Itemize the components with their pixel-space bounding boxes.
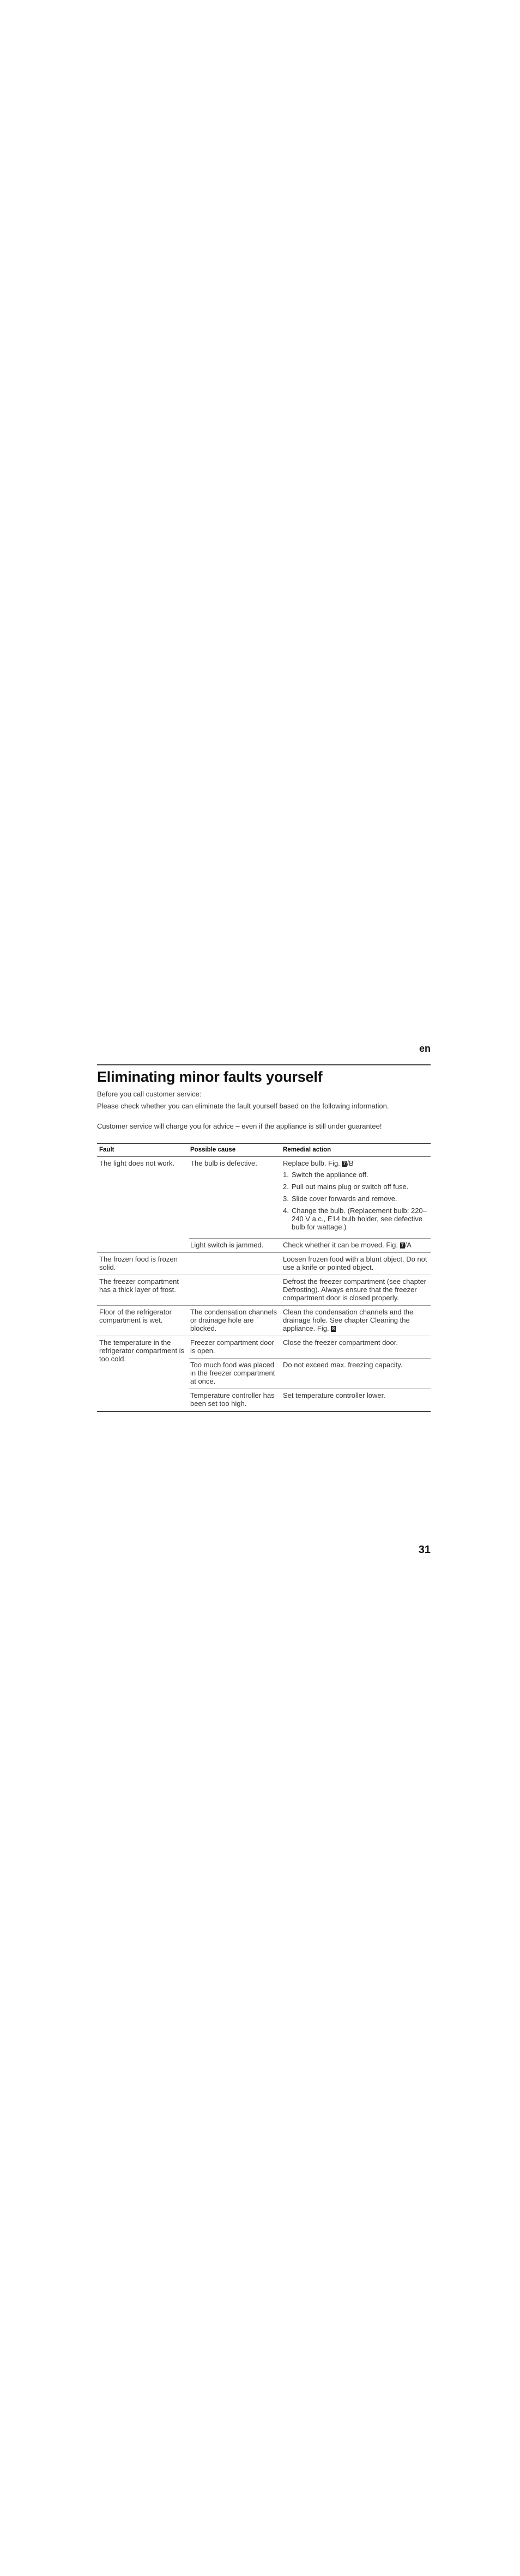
cause-cell [189,1253,282,1275]
fault-cell: Floor of the refrigerator compartment is wet. [99,1308,172,1324]
step-number: 1. [283,1171,289,1179]
cause-remedy-pair [189,1275,431,1305]
intro-paragraph: Before you call customer service: [97,1090,202,1098]
cause-remedy-pair [189,1157,431,1238]
figure-reference-icon: 7 [343,1161,346,1166]
top-rule [97,1064,431,1065]
header-possible-cause: Possible cause [190,1147,236,1153]
fault-cell: The frozen food is frozen solid. [99,1255,178,1271]
page-number: 31 [418,1544,431,1556]
fault-cell: The temperature in the refrigerator compartment is too cold. [99,1338,185,1363]
step-number: 3. [283,1195,289,1203]
remedy-cell [282,1306,431,1336]
step-number: 4. [283,1207,289,1215]
remedy-cell: Close the freezer compartment door. [283,1338,398,1347]
list-item [283,1195,430,1203]
figure-reference-icon: 7 [401,1242,404,1248]
cause-cell: Too much food was placed in the freezer compartment at once. [190,1361,275,1385]
step-text: Switch the appliance off. [292,1171,368,1179]
remedy-text: Clean the condensation channels and the drainage hole. See chapter Cleaning the appliance. Fig. [283,1308,414,1332]
table-row [97,1157,431,1253]
cause-cell [189,1275,282,1305]
step-text: Change the bulb. (Replacement bulb: 220–240 V a.c., E14 bulb holder, see defective bulb for wattage.) [292,1207,427,1231]
figure-subref: /B [347,1159,354,1167]
cause-remedy-pair [189,1238,431,1252]
header-remedial-action: Remedial action [283,1147,331,1153]
cause-cell: The condensation channels or drainage hole are blocked. [190,1308,277,1332]
page-title: Eliminating minor faults yourself [97,1069,323,1085]
fault-table [97,1143,431,1412]
remedy-cell: Loosen frozen food with a blunt object. Do not use a knife or pointed object. [283,1255,427,1271]
intro-paragraph: Please check whether you can eliminate the fault yourself based on the following information. [97,1102,389,1110]
table-row [97,1306,431,1336]
fault-cell: The light does not work. [99,1159,175,1167]
remedy-text: Replace bulb. Fig. [283,1159,340,1167]
remedy-text: Check whether it can be moved. Fig. [283,1241,398,1249]
remedy-cell [282,1239,431,1252]
cause-remedy-pair [189,1306,431,1336]
cause-remedy-pair [189,1336,431,1358]
cause-cell: Light switch is jammed. [190,1241,264,1249]
remedy-cell [282,1157,431,1238]
remedy-cell: Set temperature controller lower. [283,1391,385,1399]
step-number: 2. [283,1183,289,1191]
step-text: Pull out mains plug or switch off fuse. [292,1183,409,1191]
remedy-steps [283,1171,430,1231]
figure-subref: /A [404,1241,412,1249]
cause-remedy-pair [189,1253,431,1275]
header-fault: Fault [99,1147,114,1153]
table-row [97,1275,431,1306]
list-item [283,1171,430,1179]
step-text: Slide cover forwards and remove. [292,1195,397,1203]
remedy-cell: Defrost the freezer compartment (see chapter Defrosting). Always ensure that the freezer compartment door is closed properly. [283,1277,427,1302]
table-row [97,1253,431,1275]
list-item [283,1183,430,1191]
fault-cell: The freezer compartment has a thick layer of frost. [99,1277,179,1294]
figure-reference-icon: 8 [332,1326,335,1331]
language-label: en [419,1043,431,1054]
list-item [283,1207,430,1231]
cause-remedy-pair [189,1389,431,1411]
cause-cell: The bulb is defective. [190,1159,257,1167]
cause-remedy-pair [189,1358,431,1389]
table-row [97,1336,431,1412]
intro-paragraph: Customer service will charge you for advice – even if the appliance is still under guarantee! [97,1122,382,1130]
remedy-cell: Do not exceed max. freezing capacity. [283,1361,403,1369]
cause-cell: Temperature controller has been set too high. [190,1391,275,1408]
cause-cell: Freezer compartment door is open. [190,1338,274,1355]
table-header [97,1143,431,1157]
